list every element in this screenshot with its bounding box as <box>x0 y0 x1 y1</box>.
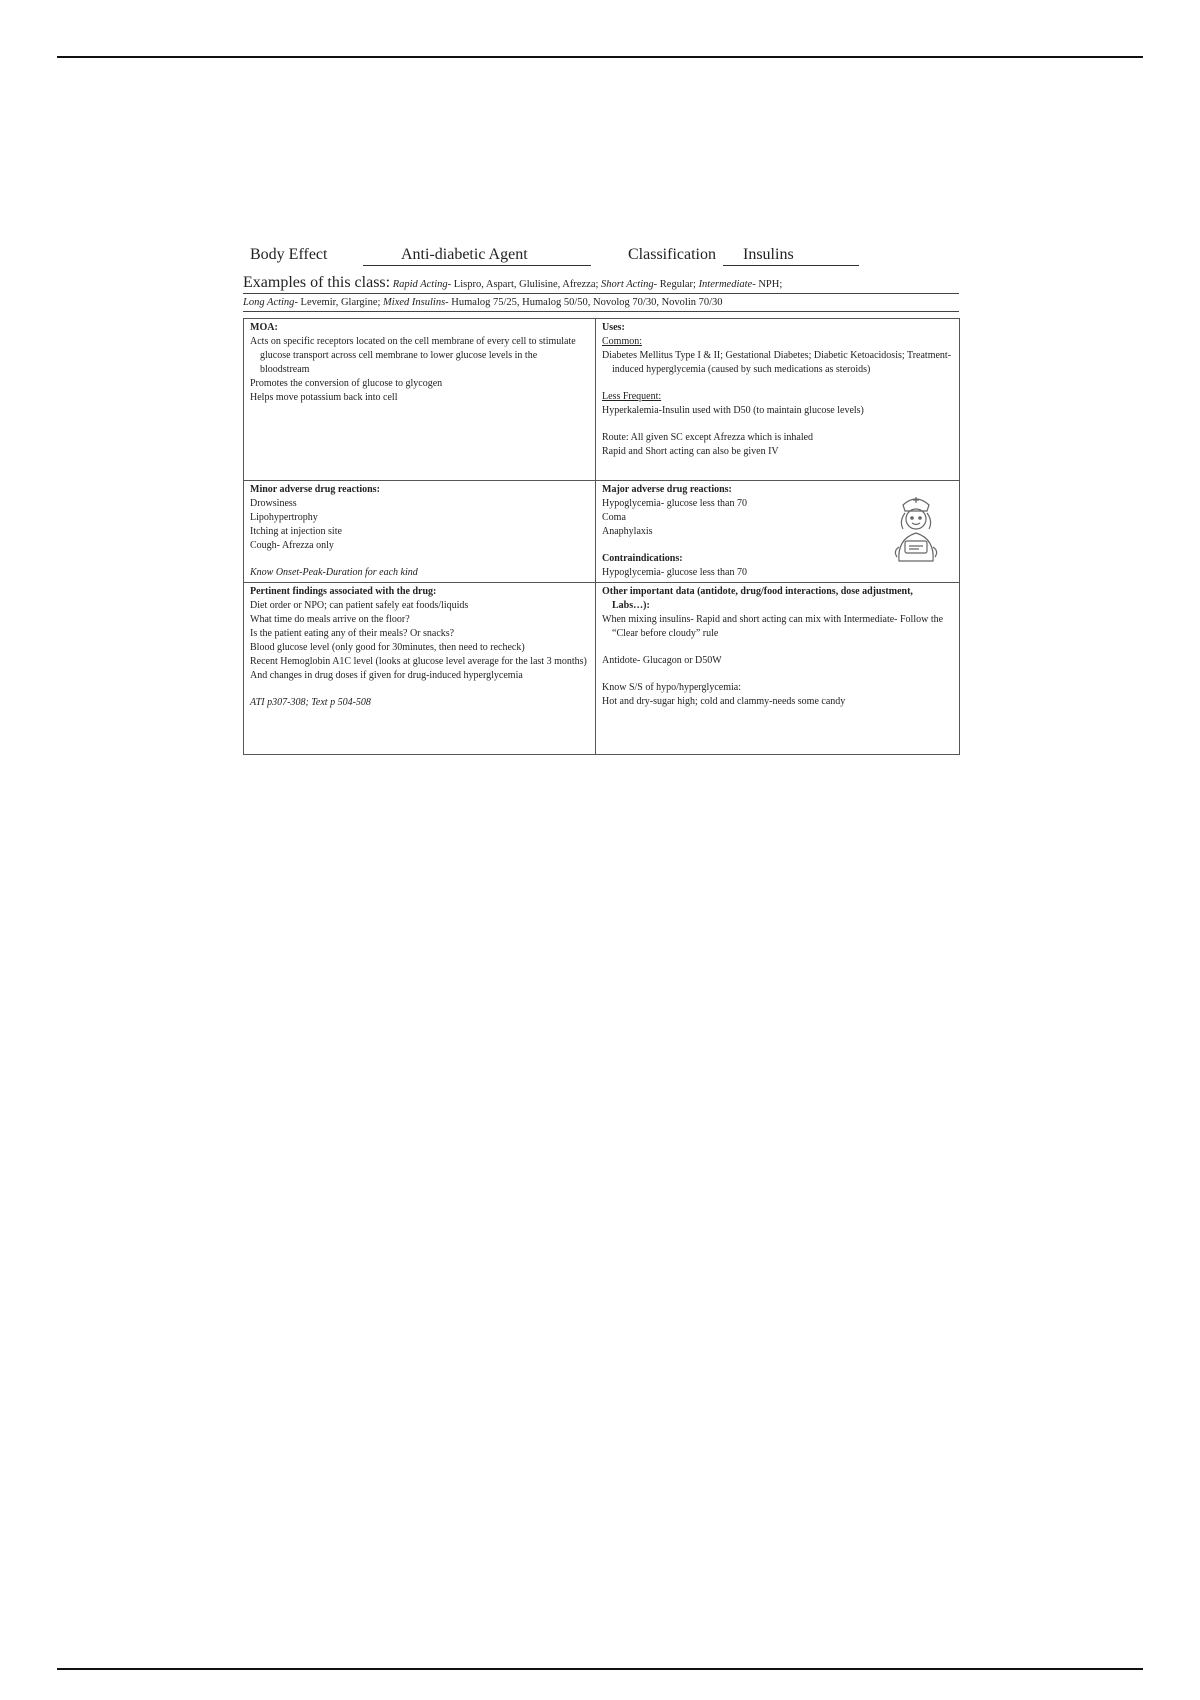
examples-line-1 <box>243 274 959 294</box>
examples-segment: - NPH; <box>752 279 783 290</box>
examples-segment: Long Acting <box>243 297 295 308</box>
drug-info-table <box>243 318 960 755</box>
examples-segment: - Lispro, Aspart, Glulisine, Afrezza; <box>447 279 602 290</box>
classification-label: Classification <box>628 246 716 263</box>
list-item: Promotes the conversion of glucose to glycogen <box>250 378 443 389</box>
minor-adr-list <box>250 497 589 553</box>
list-item: Know S/S of hypo/hyperglycemia: <box>602 682 741 693</box>
list-item: Lipohypertrophy <box>250 512 318 523</box>
pertinent-title: Pertinent findings associated with the drug: <box>250 586 437 597</box>
classification-value <box>723 246 859 266</box>
examples-segment: Intermediate <box>698 279 753 290</box>
minor-adr-cell <box>244 481 596 583</box>
list-item: Hypoglycemia- glucose less than 70 <box>602 498 747 509</box>
list-item: Is the patient eating any of their meals? Or snacks? <box>250 628 455 639</box>
contraindications-title: Contraindications: <box>602 553 683 564</box>
drug-card <box>243 242 959 755</box>
page-bottom-rule <box>57 1668 1143 1670</box>
examples-segment: - Levemir, Glargine; <box>294 297 384 308</box>
body-effect-text: Anti-diabetic Agent <box>401 246 528 263</box>
pertinent-cell <box>244 583 596 755</box>
list-item: Blood glucose level (only good for 30minutes, then need to recheck) <box>250 642 525 653</box>
examples-segment: - Regular; <box>653 279 699 290</box>
list-item: Coma <box>602 512 626 523</box>
list-item: When mixing insulins- Rapid and short acting can mix with Intermediate- Follow the “Clear before cloudy” rule <box>602 614 944 639</box>
other-title: Other important data (antidote, drug/food interactions, dose adjustment, Labs…): <box>602 586 913 611</box>
list-item: What time do meals arrive on the floor? <box>250 614 410 625</box>
other-cell <box>596 583 960 755</box>
list-item: Rapid and Short acting can also be given IV <box>602 446 779 457</box>
body-effect-value <box>363 246 591 266</box>
examples-segment: Rapid Acting <box>392 279 448 290</box>
list-item: Diabetes Mellitus Type I & II; Gestational Diabetes; Diabetic Ketoacidosis; Treatment-induced hyperglycemia (caused by such medications as steroids) <box>602 350 952 375</box>
examples-segment: Short Acting <box>601 279 654 290</box>
header-row <box>243 242 959 270</box>
list-item: Helps move potassium back into cell <box>250 392 398 403</box>
list-item: Acts on specific receptors located on the cell membrane of every cell to stimulate glucose transport across cell membrane to lower glucose levels in the bloodstream <box>250 336 576 375</box>
pertinent-list <box>250 599 589 683</box>
examples-segment: - Humalog 75/25, Humalog 50/50, Novolog 70/30, Novolin 70/30 <box>445 297 723 308</box>
uses-title: Uses: <box>602 322 625 333</box>
contraindications-list <box>602 566 953 580</box>
uses-less-frequent-list <box>602 404 953 418</box>
list-item: Drowsiness <box>250 498 297 509</box>
uses-common-label: Common: <box>602 336 643 347</box>
major-adr-title: Major adverse drug reactions: <box>602 484 732 495</box>
list-item: Anaphylaxis <box>602 526 653 537</box>
minor-adr-title: Minor adverse drug reactions: <box>250 484 380 495</box>
list-item: Recent Hemoglobin A1C level (looks at glucose level average for the last 3 months) <box>250 656 587 667</box>
uses-cell <box>596 319 960 481</box>
other-antidote-list <box>602 654 953 668</box>
body-effect-label: Body Effect <box>250 246 328 263</box>
moa-title: MOA: <box>250 322 278 333</box>
examples-section <box>243 274 959 312</box>
major-adr-cell <box>596 481 960 583</box>
list-item: Hyperkalemia-Insulin used with D50 (to maintain glucose levels) <box>602 405 864 416</box>
examples-segment: Mixed Insulins <box>383 297 446 308</box>
list-item: Antidote- Glucagon or D50W <box>602 655 722 666</box>
list-item: Cough- Afrezza only <box>250 540 334 551</box>
uses-route-list <box>602 431 953 459</box>
other-signs-list <box>602 681 953 709</box>
list-item: Route: All given SC except Afrezza which is inhaled <box>602 432 814 443</box>
examples-line-2 <box>243 294 959 312</box>
moa-list <box>250 335 589 405</box>
list-item: Hot and dry-sugar high; cold and clammy-needs some candy <box>602 696 846 707</box>
uses-common-list <box>602 349 953 377</box>
classification-text: Insulins <box>743 246 794 263</box>
list-item: And changes in drug doses if given for drug-induced hyperglycemia <box>250 670 523 681</box>
moa-cell <box>244 319 596 481</box>
nurse-clipart-icon <box>885 491 947 563</box>
uses-less-frequent-label: Less Frequent: <box>602 391 662 402</box>
list-item: Itching at injection site <box>250 526 342 537</box>
list-item: Hypoglycemia- glucose less than 70 <box>602 567 747 578</box>
pertinent-reference: ATI p307-308; Text p 504-508 <box>250 697 371 708</box>
examples-label: Examples of this class: <box>243 274 391 291</box>
other-mixing-list <box>602 613 953 641</box>
minor-adr-note: Know Onset-Peak-Duration for each kind <box>250 567 418 578</box>
list-item: Diet order or NPO; can patient safely eat foods/liquids <box>250 600 469 611</box>
page-top-rule <box>57 56 1143 58</box>
